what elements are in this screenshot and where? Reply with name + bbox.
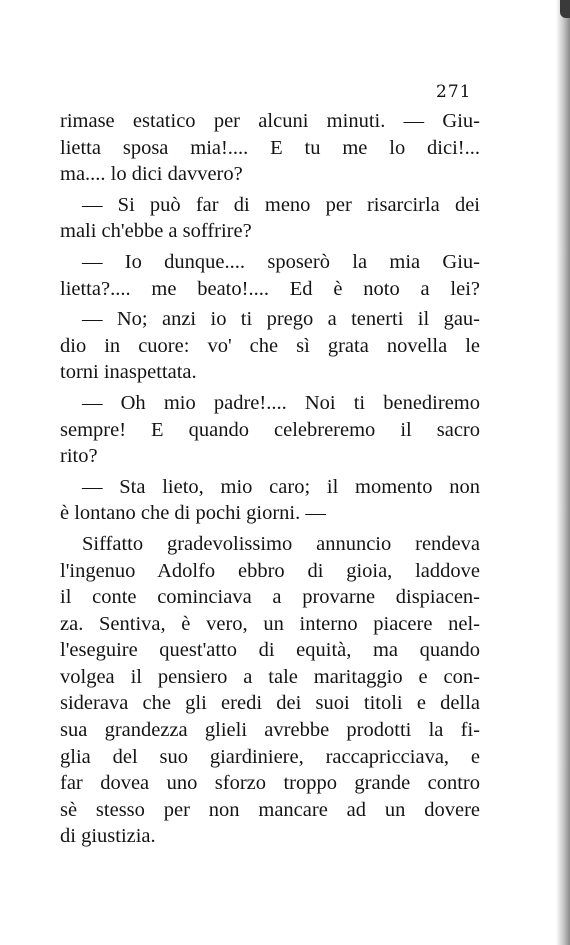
text-line: sempre! E quando celebreremo il sacro: [60, 418, 480, 441]
text-line: l'eseguire quest'atto di equità, ma quando: [60, 639, 480, 662]
text-line: dio in cuore: vo' che sì grata novella le: [60, 334, 480, 357]
text-line: Siffatto gradevolissimo annuncio rendeva: [82, 532, 480, 555]
scan-corner-mark: [560, 0, 570, 18]
text-line: lietta sposa mia!.... E tu me lo dici!...: [60, 136, 480, 159]
text-line: è lontano che di pochi giorni. —: [60, 502, 326, 525]
text-line: far dovea uno sforzo troppo grande contro: [60, 772, 480, 795]
text-line: mali ch'ebbe a soffrire?: [60, 220, 252, 243]
text-line: ma.... lo dici davvero?: [60, 163, 243, 186]
text-line: — Si può far di meno per risarcirla dei: [82, 193, 480, 216]
text-line: sè stesso per non mancare ad un dovere: [60, 798, 480, 821]
text-line: rito?: [60, 445, 98, 468]
body-text: [60, 108, 480, 850]
text-line: sua grandezza glieli avrebbe prodotti la fi-: [60, 719, 480, 742]
text-line: rimase estatico per alcuni minuti. — Giu-: [60, 110, 480, 132]
text-line: — No; anzi io ti prego a tenerti il gau-: [82, 308, 480, 331]
text-line: il conte cominciava a provarne dispiacen-: [60, 586, 480, 609]
text-line: torni inaspettata.: [60, 361, 197, 384]
text-line: — Io dunque.... sposerò la mia Giu-: [82, 250, 480, 273]
text-line: lietta?.... me beato!.... Ed è noto a lei?: [60, 277, 480, 300]
text-line: glia del suo giardiniere, raccapricciava, e: [60, 745, 480, 768]
page-number: 271: [436, 82, 472, 102]
text-line: siderava che gli eredi dei suoi titoli e della: [60, 692, 480, 715]
text-line: za. Sentiva, è vero, un interno piacere nel-: [60, 612, 480, 635]
text-line: l'ingenuo Adolfo ebbro di gioia, laddove: [60, 559, 480, 582]
scan-edge-shadow: [556, 0, 570, 945]
text-line: — Oh mio padre!.... Noi ti benediremo: [82, 391, 480, 414]
text-line: volgea il pensiero a tale maritaggio e con-: [60, 665, 480, 688]
text-line: di giustizia.: [60, 825, 156, 848]
text-line: — Sta lieto, mio caro; il momento non: [82, 475, 480, 498]
